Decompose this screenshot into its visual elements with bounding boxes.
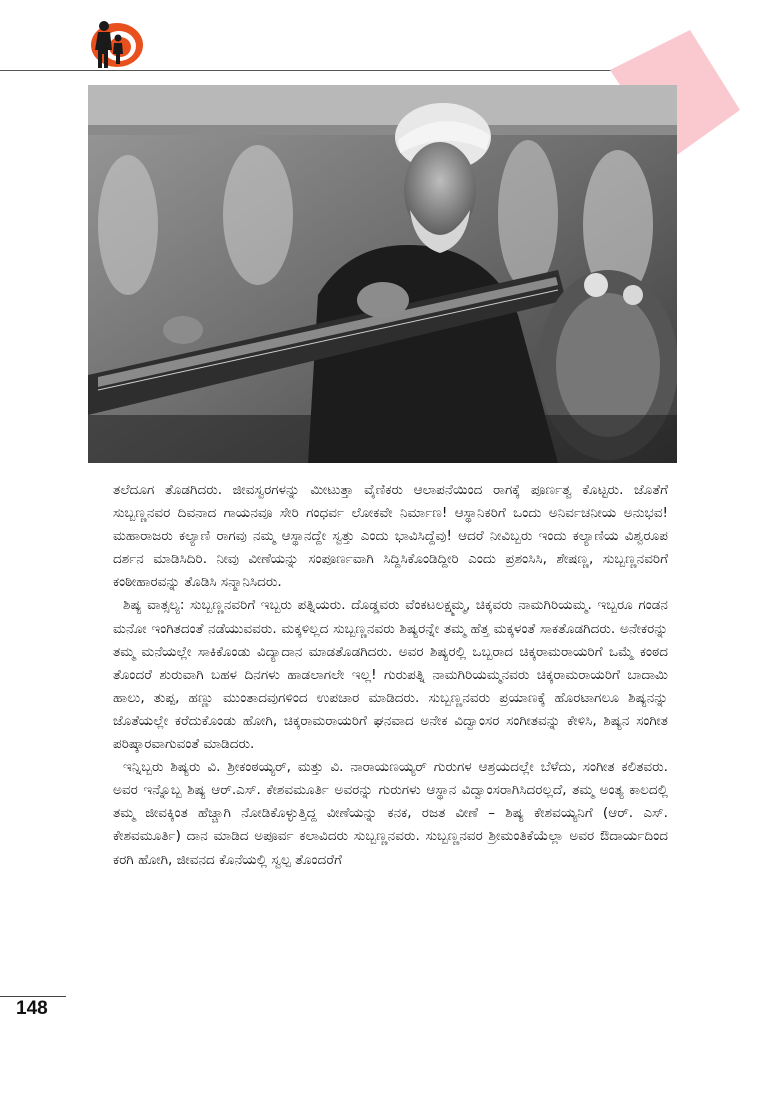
paragraph-2: ಶಿಷ್ಯ ವಾತ್ಸಲ್ಯ: ಸುಬ್ಬಣ್ಣನವರಿಗೆ ಇಬ್ಬರು ಪತ್ನಿಯರು. ದೊಡ್ಡವರು ವೆಂಕಟಲಕ್ಷ್ಮಮ್ಮ, ಚಿಕ್ಕವರು ನಾಮಗಿರಿಯಮ್ಮ. ಇಬ್ಬರೂ ಗಂಡನ ಮನೋ ಇಂಗಿತದಂತೆ ನಡೆಯುವವರು. ಮಕ್ಕಳಿಲ್ಲದ ಸುಬ್ಬಣ್ಣನವರು ಶಿಷ್ಯರನ್ನೇ ತಮ್ಮ ಹೆತ್ತ ಮಕ್ಕಳಂತೆ ಸಾಕತೊಡಗಿದರು. ಅನೇಕರನ್ನು ತಮ್ಮ ಮನೆಯಲ್ಲೇ ಸಾಕಿಕೊಂಡು ವಿದ್ಯಾದಾನ ಮಾಡತೊಡಗಿದರು. ಅವರ ಶಿಷ್ಯರಲ್ಲಿ ಒಬ್ಬರಾದ ಚಿಕ್ಕರಾಮರಾಯರಿಗೆ ಒಮ್ಮೆ ಕಂಠದ ತೊಂದರೆ ಶುರುವಾಗಿ ಬಹಳ ದಿನಗಳು ಹಾಡಲಾಗಲೇ ಇಲ್ಲ! ಗುರುಪತ್ನಿ ನಾಮಗಿರಿಯಮ್ಮನವರು ಚಿಕ್ಕರಾಮರಾಯರಿಗೆ ಬಾದಾಮಿ ಹಾಲು, ತುಪ್ಪ, ಹಣ್ಣು ಮುಂತಾದವುಗಳಿಂದ ಉಪಚಾರ ಮಾಡಿದರು. ಸುಬ್ಬಣ್ಣನವರು ಪ್ರಯಾಣಕ್ಕೆ ಹೊರಟಾಗಲೂ ಶಿಷ್ಯನನ್ನು ಜೊತೆಯಲ್ಲೇ ಕರೆದುಕೊಂಡು ಹೋಗಿ, ಚಿಕ್ಕರಾಮರಾಯರಿಗೆ ಘನವಾದ ಅನೇಕ ವಿದ್ವಾಂಸರ ಸಂಗೀತವನ್ನು ಕೇಳಿಸಿ, ಶಿಷ್ಯನ ಸಂಗೀತ ಪರಿಷ್ಕಾರವಾಗುವಂತೆ ಮಾಡಿದರು.	[113, 597, 668, 753]
footer-rule	[0, 996, 66, 997]
veena-player-photograph-icon	[88, 85, 677, 463]
paragraph-1: ತಲೆದೂಗ ತೊಡಗಿದರು. ಜೀವಸ್ವರಗಳನ್ನು ಮೀಟುತ್ತಾ ವೈಣಿಕರು ಆಲಾಪನೆಯಿಂದ ರಾಗಕ್ಕೆ ಪೂರ್ಣತ್ವ ಕೊಟ್ಟರು. ಜೊತೆಗೆ ಸುಬ್ಬಣ್ಣನವರ ದಿವನಾದ ಗಾಯನವೂ ಸೇರಿ ಗಂಧರ್ವ ಲೋಕವೇ ನಿರ್ಮಾಣ! ಆಸ್ಥಾನಿಕರಿಗೆ ಒಂದು ಅನಿರ್ವಚನೀಯ ಅನುಭವ! ಮಹಾರಾಜರು ಕಲ್ಯಾಣಿ ರಾಗವು ನಮ್ಮ ಆಸ್ಥಾನದ್ದೇ ಸ್ವತ್ತು ಎಂದು ಭಾವಿಸಿದ್ದೆವು! ಆದರೆ ನೀವಿಬ್ಬರು ಇಂದು ಕಲ್ಯಾಣಿಯ ವಿಶ್ವರೂಪ ದರ್ಶನ ಮಾಡಿಸಿದಿರಿ. ನೀವು ವೀಣೆಯನ್ನು ಸಂಪೂರ್ಣವಾಗಿ ಸಿದ್ದಿಸಿಕೊಂಡಿದ್ದೀರಿ ಎಂದು ಪ್ರಶಂಸಿಸಿ, ಶೇಷಣ್ಣ, ಸುಬ್ಬಣ್ಣನವರಿಗೆ ಕಂಠೀಹಾರವನ್ನು ತೊಡಿಸಿ ಸನ್ಮಾನಿಸಿದರು.	[113, 482, 668, 591]
page-number: 148	[16, 998, 48, 1019]
header-rule	[0, 70, 612, 71]
veena-player-photograph	[88, 85, 677, 463]
publisher-logo	[88, 18, 146, 70]
article-body	[113, 479, 668, 872]
family-silhouette-logo-icon	[88, 18, 146, 70]
paragraph-3: ಇನ್ನಿಬ್ಬರು ಶಿಷ್ಯರು ವಿ. ಶ್ರೀಕಂಠಯ್ಯರ್, ಮತ್ತು ವಿ. ನಾರಾಯಣಯ್ಯರ್ ಗುರುಗಳ ಆಶ್ರಯದಲ್ಲೇ ಬೆಳೆದು, ಸಂಗೀತ ಕಲಿತವರು. ಅವರ ಇನ್ನೊಬ್ಬ ಶಿಷ್ಯ ಆರ್.ಎಸ್. ಕೇಶವಮೂರ್ತಿ ಅವರನ್ನು ಗುರುಗಳು ಆಸ್ಥಾನ ವಿದ್ವಾಂಸರಾಗಿಸಿದರಲ್ಲದೆ, ತಮ್ಮ ಅಂತ್ಯ ಕಾಲದಲ್ಲಿ ತಮ್ಮ ಜೀವಕ್ಕಿಂತ ಹೆಚ್ಚಾಗಿ ನೋಡಿಕೊಳ್ಳುತ್ತಿದ್ದ ವೀಣೆಯನ್ನು ಕನಕ, ರಜತ ವೀಣೆ – ಶಿಷ್ಯ ಕೇಶವಯ್ಯನಿಗೆ (ಆರ್. ಎಸ್. ಕೇಶವಮೂರ್ತಿ) ದಾನ ಮಾಡಿದ ಅಪೂರ್ವ ಕಲಾವಿದರು ಸುಬ್ಬಣ್ಣನವರು. ಸುಬ್ಬಣ್ಣನವರ ಶ್ರೀಮಂತಿಕೆಯೆಲ್ಲಾ ಅವರ ಔದಾರ್ಯದಿಂದ ಕರಗಿ ಹೋಗಿ, ಜೀವನದ ಕೊನೆಯಲ್ಲಿ ಸ್ವಲ್ಪ ತೊಂದರೆಗೆ	[113, 759, 668, 868]
